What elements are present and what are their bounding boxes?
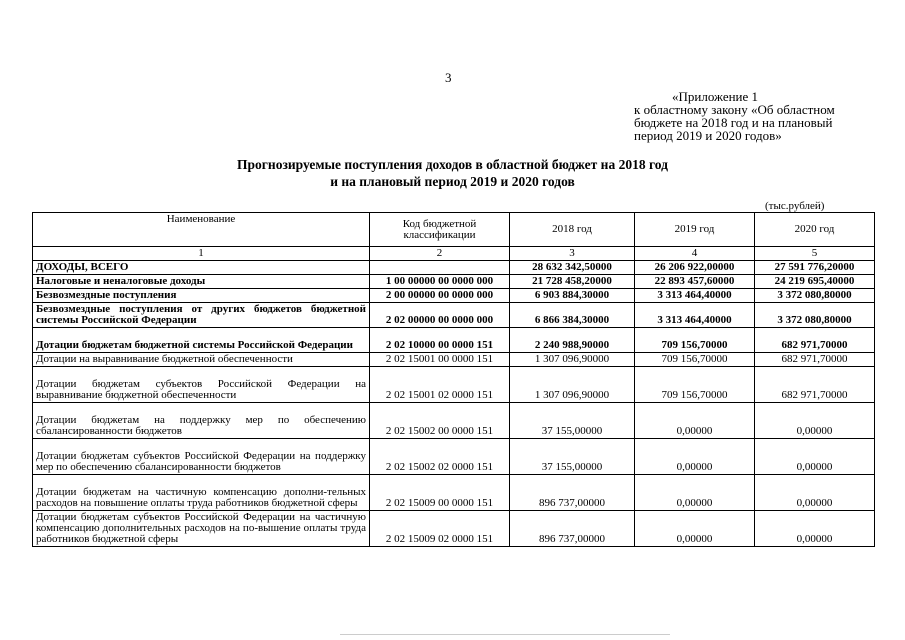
row-code: 2 02 00000 00 0000 000	[370, 303, 510, 328]
appendix-line-2: к областному закону «Об областном	[634, 102, 835, 117]
table-header-row	[33, 213, 875, 247]
row-name: Дотации бюджетам бюджетной системы Российской Федерации	[33, 328, 370, 353]
row-2020: 3 372 080,80000	[755, 289, 875, 303]
row-code: 2 00 00000 00 0000 000	[370, 289, 510, 303]
row-2018: 28 632 342,50000	[510, 261, 635, 275]
index-cell: 1	[33, 247, 370, 261]
header-name: Наименование	[33, 213, 370, 247]
bottom-edge-line	[340, 634, 670, 635]
row-2019: 0,00000	[635, 439, 755, 475]
table-row	[33, 403, 875, 439]
appendix-line-3: бюджете на 2018 год и на плановый	[634, 115, 833, 130]
appendix-line-1: «Приложение 1	[672, 89, 759, 104]
row-name: Дотации бюджетам субъектов Российской Федерации на поддержку мер по обеспечению сбалансированности бюджетов	[33, 439, 370, 475]
table-row	[33, 289, 875, 303]
table-row	[33, 475, 875, 511]
row-2020: 682 971,70000	[755, 328, 875, 353]
header-code: Код бюджетной классификации	[370, 213, 510, 247]
table-row	[33, 353, 875, 367]
row-2019: 0,00000	[635, 511, 755, 547]
row-name: Дотации бюджетам субъектов Российской Федерации на частичную компенсацию дополнительных расходов на по-вышение оплаты труда работников бюджетной сферы	[33, 511, 370, 547]
header-2019: 2019 год	[635, 213, 755, 247]
row-name: Дотации бюджетам на частичную компенсацию дополни-тельных расходов на повышение оплаты труда работников бюджетной сферы	[33, 475, 370, 511]
row-2018: 37 155,00000	[510, 439, 635, 475]
table-row	[33, 275, 875, 289]
appendix-note	[634, 90, 894, 142]
row-2019: 22 893 457,60000	[635, 275, 755, 289]
row-2020: 682 971,70000	[755, 353, 875, 367]
row-2018: 896 737,00000	[510, 475, 635, 511]
row-2020: 0,00000	[755, 475, 875, 511]
header-2020: 2020 год	[755, 213, 875, 247]
row-2018: 6 866 384,30000	[510, 303, 635, 328]
row-name: Дотации бюджетам субъектов Российской Федерации на выравнивание бюджетной обеспеченности	[33, 367, 370, 403]
row-name: Налоговые и неналоговые доходы	[33, 275, 370, 289]
row-2020: 24 219 695,40000	[755, 275, 875, 289]
document-title	[0, 156, 905, 190]
row-code	[370, 261, 510, 275]
title-line-1: Прогнозируемые поступления доходов в областной бюджет на 2018 год	[237, 157, 668, 172]
row-code: 2 02 15002 00 0000 151	[370, 403, 510, 439]
index-cell: 5	[755, 247, 875, 261]
row-2020: 27 591 776,20000	[755, 261, 875, 275]
row-2020: 0,00000	[755, 403, 875, 439]
index-cell: 4	[635, 247, 755, 261]
row-2018: 6 903 884,30000	[510, 289, 635, 303]
appendix-line-4: период 2019 и 2020 годов»	[634, 128, 782, 143]
row-code: 1 00 00000 00 0000 000	[370, 275, 510, 289]
table-row	[33, 261, 875, 275]
page-number: 3	[445, 70, 452, 85]
revenue-table	[32, 212, 875, 547]
row-name: Безвозмездные поступления	[33, 289, 370, 303]
row-2020: 0,00000	[755, 439, 875, 475]
row-code: 2 02 15002 02 0000 151	[370, 439, 510, 475]
table-row	[33, 511, 875, 547]
row-name: Безвозмездные поступления от других бюджетов бюджетной системы Российской Федерации	[33, 303, 370, 328]
row-2018: 37 155,00000	[510, 403, 635, 439]
row-2018: 1 307 096,90000	[510, 353, 635, 367]
row-code: 2 02 15001 00 0000 151	[370, 353, 510, 367]
table-row	[33, 328, 875, 353]
index-cell: 2	[370, 247, 510, 261]
row-name: Дотации бюджетам на поддержку мер по обеспечению сбалансированности бюджетов	[33, 403, 370, 439]
row-2019: 3 313 464,40000	[635, 303, 755, 328]
table-row	[33, 367, 875, 403]
row-2019: 709 156,70000	[635, 328, 755, 353]
row-2020: 3 372 080,80000	[755, 303, 875, 328]
table-index-row	[33, 247, 875, 261]
title-line-2: и на плановый период 2019 и 2020 годов	[330, 174, 575, 189]
row-2019: 0,00000	[635, 475, 755, 511]
row-2019: 0,00000	[635, 403, 755, 439]
row-code: 2 02 15009 00 0000 151	[370, 475, 510, 511]
row-2018: 896 737,00000	[510, 511, 635, 547]
header-2018: 2018 год	[510, 213, 635, 247]
units-label: (тыс.рублей)	[765, 200, 825, 212]
table-row	[33, 439, 875, 475]
table-row	[33, 303, 875, 328]
index-cell: 3	[510, 247, 635, 261]
row-2020: 0,00000	[755, 511, 875, 547]
row-2019: 709 156,70000	[635, 367, 755, 403]
row-2018: 2 240 988,90000	[510, 328, 635, 353]
row-2018: 1 307 096,90000	[510, 367, 635, 403]
row-2018: 21 728 458,20000	[510, 275, 635, 289]
row-code: 2 02 10000 00 0000 151	[370, 328, 510, 353]
row-2019: 709 156,70000	[635, 353, 755, 367]
row-2019: 3 313 464,40000	[635, 289, 755, 303]
row-code: 2 02 15001 02 0000 151	[370, 367, 510, 403]
row-2020: 682 971,70000	[755, 367, 875, 403]
row-2019: 26 206 922,00000	[635, 261, 755, 275]
row-name: Дотации на выравнивание бюджетной обеспеченности	[33, 353, 370, 367]
row-name: ДОХОДЫ, ВСЕГО	[33, 261, 370, 275]
row-code: 2 02 15009 02 0000 151	[370, 511, 510, 547]
